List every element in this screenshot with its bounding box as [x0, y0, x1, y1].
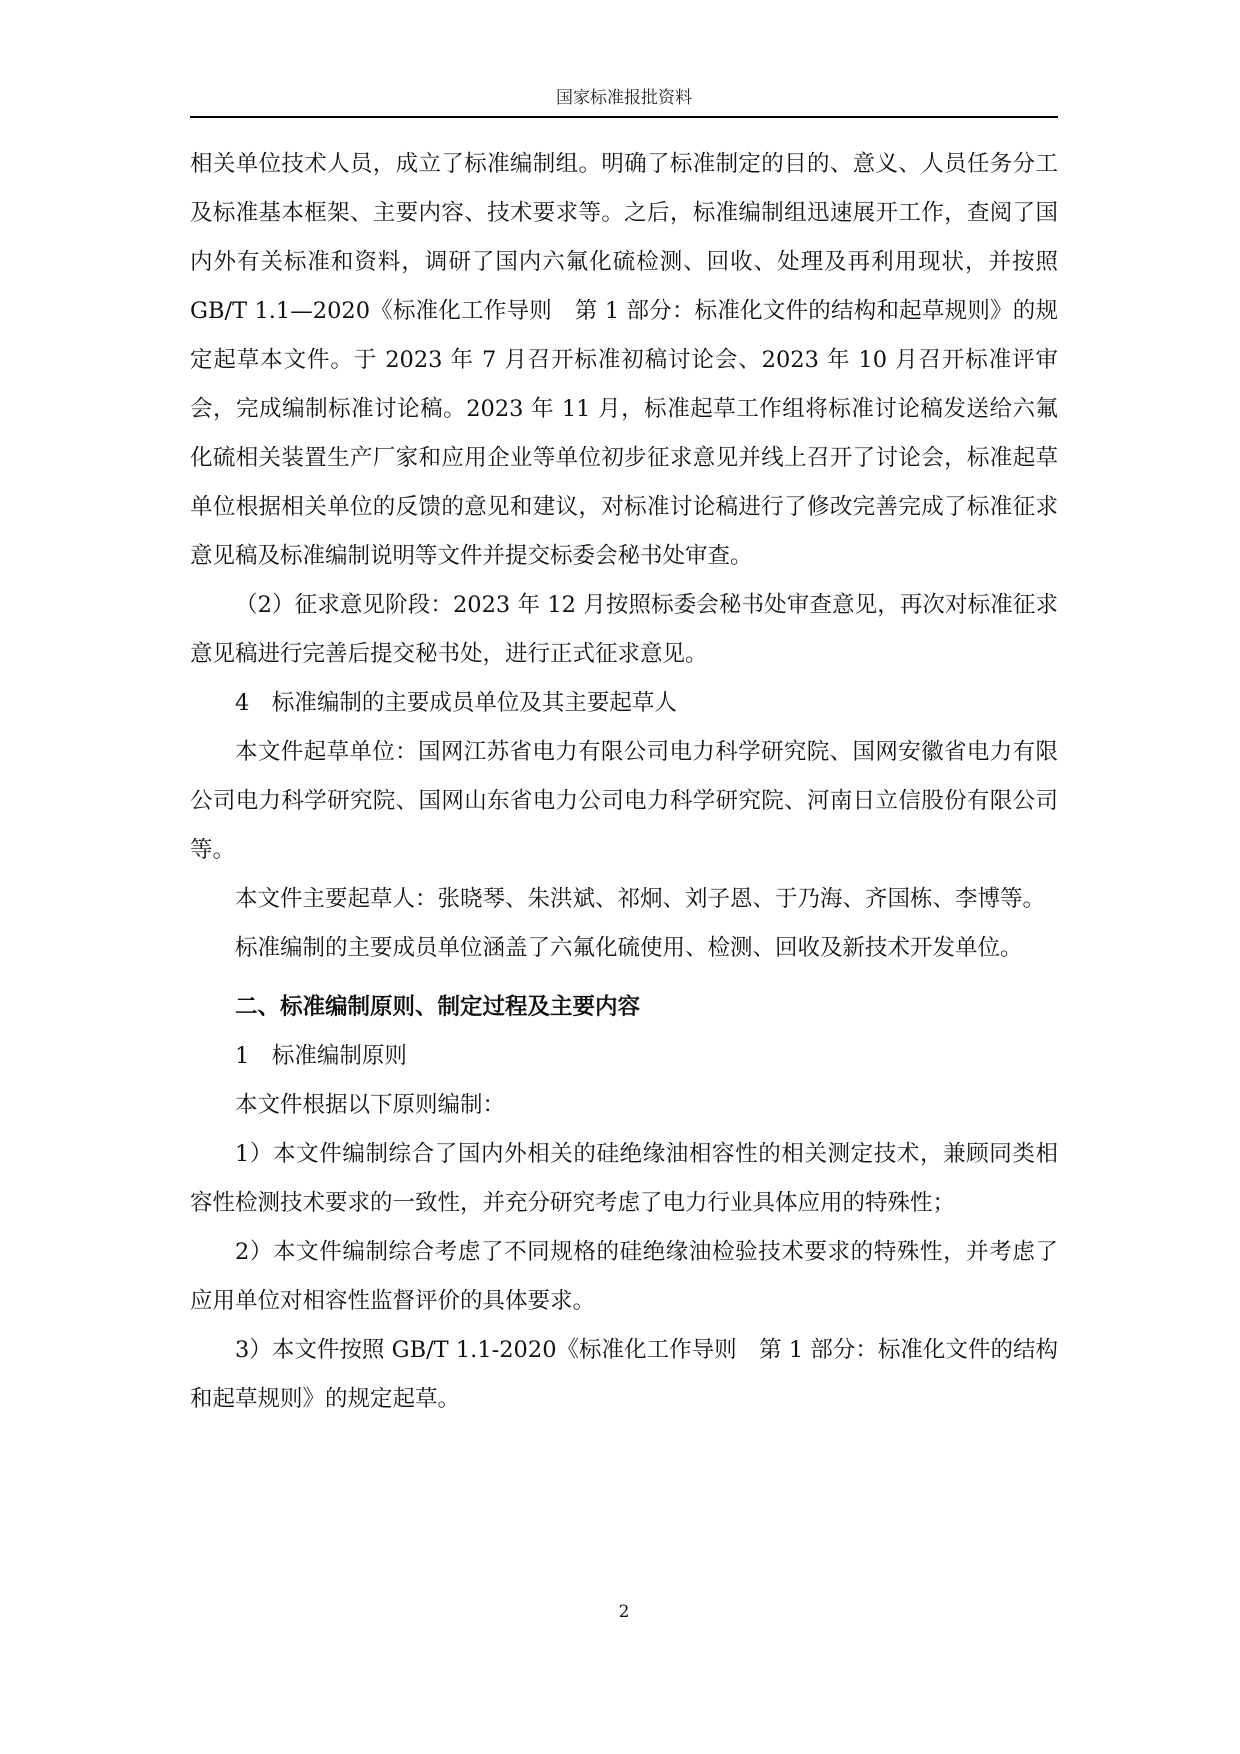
- document-body: [190, 140, 1058, 1424]
- section-spacer: [190, 973, 1058, 983]
- page-number: 2: [618, 1602, 630, 1622]
- paragraph-member-units: 标准编制的主要成员单位涵盖了六氟化硫使用、检测、回收及新技术开发单位。: [235, 935, 1023, 961]
- list-item-principle-1: 1）本文件编制综合了国内外相关的硅绝缘油相容性的相关测定技术，兼顾同类相容性检测技术要求的一致性，并充分研究考虑了电力行业具体应用的特殊性；: [190, 1141, 1058, 1216]
- subheading-principles: 1 标准编制原则: [235, 1043, 407, 1069]
- paragraph-main-drafters: 本文件主要起草人：张晓琴、朱洪斌、祁炯、刘子恩、于乃海、齐国栋、李博等。: [235, 886, 1046, 912]
- section-heading: 二、标准编制原则、制定过程及主要内容: [235, 994, 641, 1020]
- subheading-drafting-units: 4 标准编制的主要成员单位及其主要起草人: [235, 690, 677, 716]
- paragraph-principles-intro: 本文件根据以下原则编制：: [235, 1092, 506, 1118]
- list-item-principle-3: 3）本文件按照 GB/T 1.1-2020《标准化工作导则 第 1 部分：标准化文件的结构和起草规则》的规定起草。: [190, 1337, 1058, 1412]
- paragraph-drafting-process: 相关单位技术人员，成立了标准编制组。明确了标准制定的目的、意义、人员任务分工及标准基本框架、主要内容、技术要求等。之后，标准编制组迅速展开工作，查阅了国内外有关标准和资料，调研了国内六氟化硫检测、回收、处理及再利用现状，并按照 GB/T 1.1—2020《标准化工作导则 第 1 部分：标准化文件的结构和起草规则》的规定起草本文件。于 2023 年 7 月召开标准初稿讨论会、2023 年 10 月召开标准评审会，完成编制标准讨论稿。2023 年 11 月，标准起草工作组将标准讨论稿发送给六氟化硫相关装置生产厂家和应用企业等单位初步征求意见并线上召开了讨论会，标准起草单位根据相关单位的反馈的意见和建议，对标准讨论稿进行了修改完善完成了标准征求意见稿及标准编制说明等文件并提交标委会秘书处审查。: [190, 151, 1058, 569]
- header-divider: [190, 116, 1058, 118]
- page-header: 国家标准报批资料: [556, 88, 692, 108]
- paragraph-drafting-units: 本文件起草单位：国网江苏省电力有限公司电力科学研究院、国网安徽省电力有限公司电力科学研究院、国网山东省电力公司电力科学研究院、河南日立信股份有限公司等。: [190, 739, 1058, 863]
- list-item-principle-2: 2）本文件编制综合考虑了不同规格的硅绝缘油检验技术要求的特殊性，并考虑了应用单位对相容性监督评价的具体要求。: [190, 1239, 1058, 1314]
- paragraph-comment-stage: （2）征求意见阶段：2023 年 12 月按照标委会秘书处审查意见，再次对标准征求意见稿进行完善后提交秘书处，进行正式征求意见。: [190, 592, 1058, 667]
